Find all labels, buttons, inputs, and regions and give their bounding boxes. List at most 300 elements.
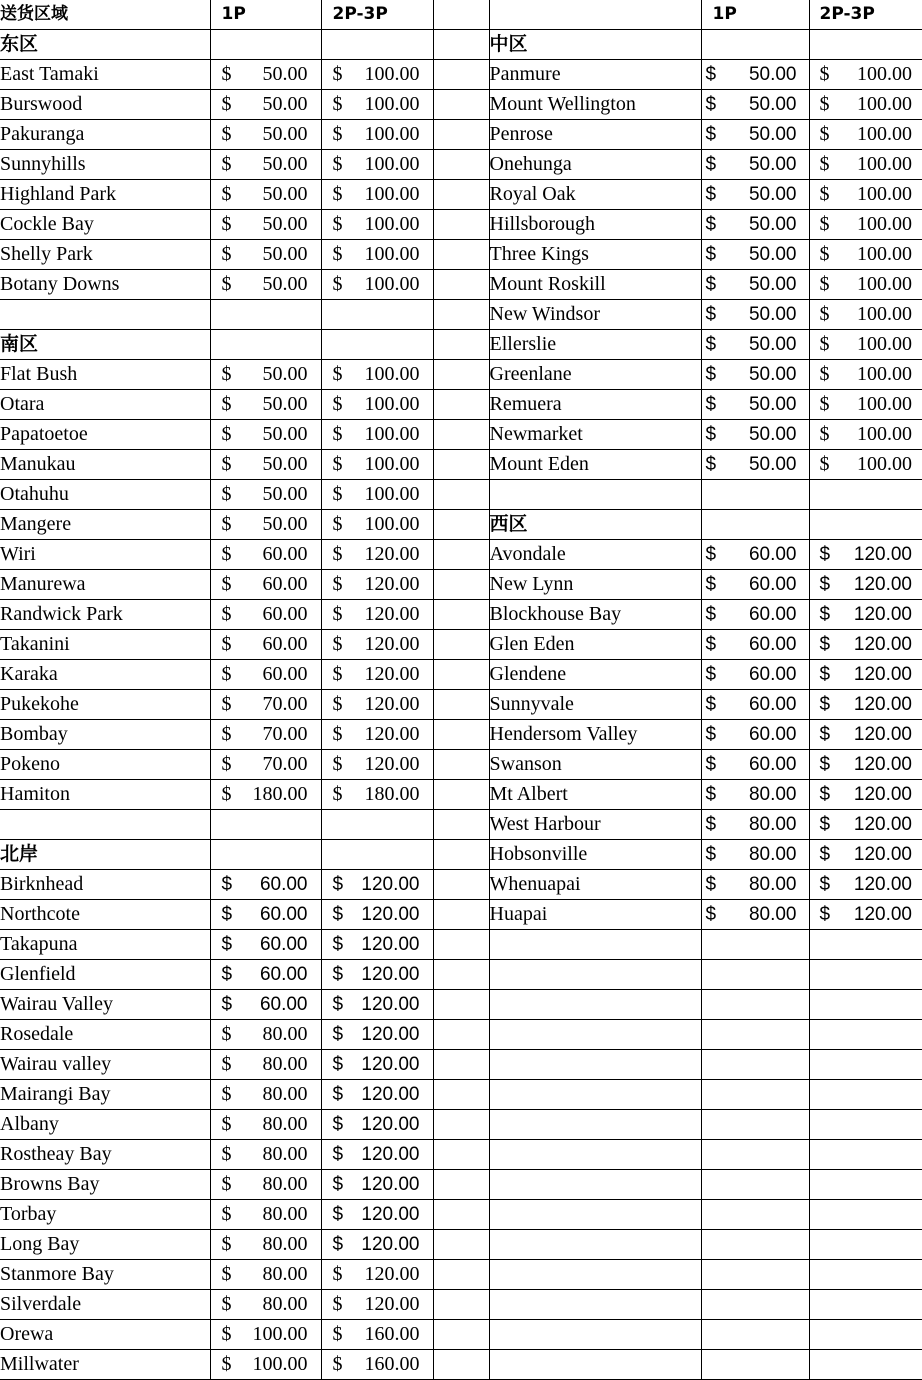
currency-symbol: $ bbox=[819, 544, 831, 565]
price-1p bbox=[701, 150, 809, 180]
price-2p-3p bbox=[321, 210, 433, 240]
currency-symbol: $ bbox=[221, 573, 232, 595]
spacer-cell bbox=[433, 960, 489, 990]
spacer-cell bbox=[433, 450, 489, 480]
currency-symbol: $ bbox=[221, 363, 232, 385]
spacer-cell bbox=[433, 750, 489, 780]
price-1p bbox=[210, 1260, 321, 1290]
price-amount: 100.00 bbox=[857, 303, 912, 325]
empty-cell bbox=[489, 1230, 701, 1260]
empty-cell bbox=[701, 990, 809, 1020]
price-amount: 120.00 bbox=[364, 663, 420, 685]
empty-cell bbox=[701, 480, 809, 510]
suburb-name: Long Bay bbox=[0, 1230, 210, 1260]
price-amount: 60.00 bbox=[748, 724, 797, 745]
price-amount: 70.00 bbox=[262, 693, 308, 715]
empty-cell bbox=[0, 810, 210, 840]
currency-symbol: $ bbox=[332, 1234, 344, 1255]
table-row bbox=[0, 1080, 922, 1110]
price-amount: 50.00 bbox=[262, 453, 308, 475]
price-amount: 120.00 bbox=[361, 1084, 420, 1105]
price-amount: 80.00 bbox=[262, 1203, 308, 1225]
price-2p-3p bbox=[809, 900, 922, 930]
price-amount: 80.00 bbox=[262, 1053, 308, 1075]
currency-symbol: $ bbox=[332, 1263, 343, 1285]
price-amount: 50.00 bbox=[262, 93, 308, 115]
empty-cell bbox=[321, 810, 433, 840]
table-row bbox=[0, 570, 922, 600]
price-amount: 60.00 bbox=[262, 633, 308, 655]
price-amount: 80.00 bbox=[262, 1083, 308, 1105]
price-amount: 50.00 bbox=[748, 244, 797, 265]
price-2p-3p bbox=[809, 660, 922, 690]
suburb-name: Mairangi Bay bbox=[0, 1080, 210, 1110]
price-amount: 120.00 bbox=[853, 604, 912, 625]
empty-cell bbox=[809, 1020, 922, 1050]
empty-cell bbox=[809, 1320, 922, 1350]
price-amount: 120.00 bbox=[361, 1054, 420, 1075]
price-amount: 100.00 bbox=[857, 243, 912, 265]
price-amount: 50.00 bbox=[262, 123, 308, 145]
empty-cell bbox=[489, 1140, 701, 1170]
spacer-cell bbox=[433, 90, 489, 120]
suburb-name: Mount Roskill bbox=[489, 270, 701, 300]
price-amount: 60.00 bbox=[262, 603, 308, 625]
empty-cell bbox=[489, 1170, 701, 1200]
price-amount: 50.00 bbox=[262, 483, 308, 505]
table-row bbox=[0, 540, 922, 570]
price-amount: 100.00 bbox=[857, 363, 912, 385]
price-1p bbox=[210, 210, 321, 240]
currency-symbol: $ bbox=[221, 1323, 232, 1345]
suburb-name: Randwick Park bbox=[0, 600, 210, 630]
price-amount: 120.00 bbox=[364, 753, 420, 775]
price-amount: 60.00 bbox=[748, 634, 797, 655]
currency-symbol: $ bbox=[221, 964, 233, 985]
currency-symbol: $ bbox=[221, 874, 233, 895]
currency-symbol: $ bbox=[221, 753, 232, 775]
price-amount: 50.00 bbox=[262, 153, 308, 175]
table-row bbox=[0, 930, 922, 960]
currency-symbol: $ bbox=[819, 153, 830, 175]
table-row bbox=[0, 1050, 922, 1080]
price-1p bbox=[701, 630, 809, 660]
price-amount: 160.00 bbox=[364, 1323, 420, 1345]
suburb-name: Swanson bbox=[489, 750, 701, 780]
price-1p bbox=[701, 720, 809, 750]
price-1p bbox=[701, 600, 809, 630]
price-amount: 100.00 bbox=[364, 423, 420, 445]
suburb-name: Rosedale bbox=[0, 1020, 210, 1050]
price-amount: 180.00 bbox=[364, 783, 420, 805]
suburb-name: Sunnyhills bbox=[0, 150, 210, 180]
price-2p-3p bbox=[321, 240, 433, 270]
price-1p bbox=[210, 420, 321, 450]
spacer-cell bbox=[433, 780, 489, 810]
price-amount: 80.00 bbox=[748, 814, 797, 835]
price-amount: 100.00 bbox=[364, 453, 420, 475]
empty-cell bbox=[489, 1080, 701, 1110]
empty-cell bbox=[489, 1110, 701, 1140]
price-amount: 80.00 bbox=[262, 1173, 308, 1195]
price-2p-3p bbox=[809, 780, 922, 810]
price-2p-3p bbox=[809, 150, 922, 180]
spacer-cell bbox=[433, 150, 489, 180]
suburb-name: Shelly Park bbox=[0, 240, 210, 270]
price-amount: 120.00 bbox=[853, 844, 912, 865]
table-row bbox=[0, 660, 922, 690]
currency-symbol: $ bbox=[221, 1173, 232, 1195]
price-1p bbox=[701, 300, 809, 330]
price-1p bbox=[210, 1200, 321, 1230]
price-1p bbox=[210, 540, 321, 570]
price-2p-3p bbox=[321, 420, 433, 450]
price-1p bbox=[210, 180, 321, 210]
currency-symbol: $ bbox=[221, 63, 232, 85]
currency-symbol: $ bbox=[332, 243, 343, 265]
table-row bbox=[0, 60, 922, 90]
currency-symbol: $ bbox=[332, 723, 343, 745]
empty-cell bbox=[701, 1110, 809, 1140]
price-1p bbox=[210, 450, 321, 480]
spacer-cell bbox=[433, 120, 489, 150]
price-2p-3p bbox=[321, 1170, 433, 1200]
spacer-cell bbox=[433, 570, 489, 600]
spacer-cell bbox=[433, 1350, 489, 1380]
col-header-1p: 1P bbox=[210, 0, 321, 30]
suburb-name: Mount Eden bbox=[489, 450, 701, 480]
price-amount: 120.00 bbox=[853, 574, 912, 595]
price-1p bbox=[701, 180, 809, 210]
right-col-header-2p-3p: 2P-3P bbox=[809, 0, 922, 30]
spacer-cell bbox=[433, 1200, 489, 1230]
table-row bbox=[0, 630, 922, 660]
price-1p bbox=[210, 600, 321, 630]
currency-symbol: $ bbox=[819, 724, 831, 745]
suburb-name: Stanmore Bay bbox=[0, 1260, 210, 1290]
spacer-cell bbox=[433, 1320, 489, 1350]
price-1p bbox=[210, 990, 321, 1020]
empty-cell bbox=[701, 1170, 809, 1200]
price-amount: 60.00 bbox=[259, 994, 308, 1015]
currency-symbol: $ bbox=[221, 153, 232, 175]
table-row bbox=[0, 90, 922, 120]
currency-symbol: $ bbox=[705, 754, 717, 775]
currency-symbol: $ bbox=[221, 1053, 232, 1075]
empty-cell bbox=[701, 1290, 809, 1320]
suburb-name: Millwater bbox=[0, 1350, 210, 1380]
suburb-name: Glen Eden bbox=[489, 630, 701, 660]
empty-cell bbox=[809, 1350, 922, 1380]
price-amount: 50.00 bbox=[262, 363, 308, 385]
price-2p-3p bbox=[809, 450, 922, 480]
price-amount: 70.00 bbox=[262, 723, 308, 745]
suburb-name: Newmarket bbox=[489, 420, 701, 450]
price-1p bbox=[210, 870, 321, 900]
price-amount: 120.00 bbox=[361, 994, 420, 1015]
suburb-name: Browns Bay bbox=[0, 1170, 210, 1200]
price-2p-3p bbox=[321, 1200, 433, 1230]
currency-symbol: $ bbox=[332, 1293, 343, 1315]
price-1p bbox=[210, 1020, 321, 1050]
currency-symbol: $ bbox=[819, 604, 831, 625]
empty-cell bbox=[321, 330, 433, 360]
price-amount: 80.00 bbox=[748, 844, 797, 865]
spacer-cell bbox=[433, 180, 489, 210]
empty-cell bbox=[809, 30, 922, 60]
empty-cell bbox=[809, 1290, 922, 1320]
price-amount: 50.00 bbox=[262, 513, 308, 535]
suburb-name: Rostheay Bay bbox=[0, 1140, 210, 1170]
price-1p bbox=[210, 1230, 321, 1260]
price-2p-3p bbox=[809, 240, 922, 270]
empty-cell bbox=[489, 1290, 701, 1320]
price-2p-3p bbox=[321, 390, 433, 420]
currency-symbol: $ bbox=[705, 874, 717, 895]
currency-symbol: $ bbox=[819, 63, 830, 85]
spacer-cell bbox=[433, 210, 489, 240]
spacer-cell bbox=[433, 660, 489, 690]
price-1p bbox=[210, 1110, 321, 1140]
table-row bbox=[0, 300, 922, 330]
price-1p bbox=[210, 960, 321, 990]
price-2p-3p bbox=[321, 720, 433, 750]
empty-cell bbox=[809, 990, 922, 1020]
price-amount: 50.00 bbox=[748, 184, 797, 205]
suburb-name: Albany bbox=[0, 1110, 210, 1140]
suburb-name: Takanini bbox=[0, 630, 210, 660]
currency-symbol: $ bbox=[332, 663, 343, 685]
price-amount: 80.00 bbox=[748, 904, 797, 925]
price-amount: 120.00 bbox=[364, 543, 420, 565]
table-row bbox=[0, 870, 922, 900]
suburb-name: Glendene bbox=[489, 660, 701, 690]
price-amount: 120.00 bbox=[361, 874, 420, 895]
price-amount: 50.00 bbox=[262, 243, 308, 265]
currency-symbol: $ bbox=[705, 784, 717, 805]
empty-cell bbox=[701, 1080, 809, 1110]
price-2p-3p bbox=[809, 630, 922, 660]
currency-symbol: $ bbox=[819, 874, 831, 895]
suburb-name: Pakuranga bbox=[0, 120, 210, 150]
empty-cell bbox=[809, 1080, 922, 1110]
suburb-name: Highland Park bbox=[0, 180, 210, 210]
suburb-name: Silverdale bbox=[0, 1290, 210, 1320]
price-2p-3p bbox=[809, 720, 922, 750]
suburb-name: New Windsor bbox=[489, 300, 701, 330]
table-row bbox=[0, 1350, 922, 1380]
price-1p bbox=[701, 900, 809, 930]
price-2p-3p bbox=[809, 600, 922, 630]
currency-symbol: $ bbox=[332, 1024, 344, 1045]
price-1p bbox=[701, 210, 809, 240]
suburb-name: Whenuapai bbox=[489, 870, 701, 900]
price-amount: 60.00 bbox=[748, 544, 797, 565]
table-row bbox=[0, 1320, 922, 1350]
currency-symbol: $ bbox=[221, 1023, 232, 1045]
price-2p-3p bbox=[321, 780, 433, 810]
currency-symbol: $ bbox=[819, 453, 830, 475]
suburb-name: Takapuna bbox=[0, 930, 210, 960]
empty-cell bbox=[701, 930, 809, 960]
currency-symbol: $ bbox=[332, 1114, 344, 1135]
section-header: 南区 bbox=[0, 330, 210, 360]
currency-symbol: $ bbox=[332, 633, 343, 655]
price-amount: 60.00 bbox=[259, 904, 308, 925]
price-1p bbox=[210, 510, 321, 540]
currency-symbol: $ bbox=[819, 904, 831, 925]
price-2p-3p bbox=[321, 870, 433, 900]
suburb-name: Otahuhu bbox=[0, 480, 210, 510]
currency-symbol: $ bbox=[221, 243, 232, 265]
price-amount: 100.00 bbox=[364, 213, 420, 235]
spacer-cell bbox=[433, 1170, 489, 1200]
currency-symbol: $ bbox=[221, 123, 232, 145]
price-amount: 60.00 bbox=[748, 664, 797, 685]
price-amount: 100.00 bbox=[857, 453, 912, 475]
empty-cell bbox=[701, 1260, 809, 1290]
price-2p-3p bbox=[321, 90, 433, 120]
empty-cell bbox=[809, 1260, 922, 1290]
price-amount: 60.00 bbox=[262, 663, 308, 685]
empty-cell bbox=[489, 1350, 701, 1380]
price-1p bbox=[210, 660, 321, 690]
suburb-name: Penrose bbox=[489, 120, 701, 150]
currency-symbol: $ bbox=[332, 1144, 344, 1165]
price-2p-3p bbox=[809, 810, 922, 840]
price-amount: 100.00 bbox=[364, 483, 420, 505]
table-row bbox=[0, 1020, 922, 1050]
price-amount: 100.00 bbox=[857, 153, 912, 175]
spacer-cell bbox=[433, 330, 489, 360]
spacer-cell bbox=[433, 870, 489, 900]
currency-symbol: $ bbox=[221, 603, 232, 625]
table-row bbox=[0, 600, 922, 630]
spacer-cell bbox=[433, 540, 489, 570]
currency-symbol: $ bbox=[332, 1323, 343, 1345]
price-amount: 50.00 bbox=[748, 94, 797, 115]
price-amount: 100.00 bbox=[364, 153, 420, 175]
currency-symbol: $ bbox=[332, 904, 344, 925]
suburb-name: Karaka bbox=[0, 660, 210, 690]
price-2p-3p bbox=[809, 300, 922, 330]
price-2p-3p bbox=[809, 690, 922, 720]
price-1p bbox=[210, 360, 321, 390]
price-1p bbox=[210, 630, 321, 660]
price-amount: 60.00 bbox=[748, 694, 797, 715]
spacer-cell bbox=[433, 810, 489, 840]
spacer-cell bbox=[433, 360, 489, 390]
currency-symbol: $ bbox=[221, 453, 232, 475]
price-amount: 50.00 bbox=[748, 334, 797, 355]
currency-symbol: $ bbox=[705, 454, 717, 475]
empty-cell bbox=[210, 810, 321, 840]
empty-cell bbox=[809, 930, 922, 960]
currency-symbol: $ bbox=[221, 1293, 232, 1315]
currency-symbol: $ bbox=[332, 363, 343, 385]
suburb-name: Wiri bbox=[0, 540, 210, 570]
empty-cell bbox=[809, 1050, 922, 1080]
price-amount: 60.00 bbox=[262, 543, 308, 565]
price-amount: 120.00 bbox=[853, 904, 912, 925]
currency-symbol: $ bbox=[221, 273, 232, 295]
table-row bbox=[0, 1260, 922, 1290]
price-amount: 60.00 bbox=[262, 573, 308, 595]
price-amount: 50.00 bbox=[262, 183, 308, 205]
spacer-cell bbox=[433, 420, 489, 450]
price-2p-3p bbox=[321, 1110, 433, 1140]
price-2p-3p bbox=[809, 120, 922, 150]
empty-cell bbox=[701, 510, 809, 540]
price-1p bbox=[701, 660, 809, 690]
price-1p bbox=[210, 690, 321, 720]
spacer-cell bbox=[433, 1080, 489, 1110]
spacer-cell bbox=[433, 0, 489, 30]
currency-symbol: $ bbox=[819, 423, 830, 445]
currency-symbol: $ bbox=[332, 783, 343, 805]
price-amount: 120.00 bbox=[364, 1293, 420, 1315]
section-header: 北岸 bbox=[0, 840, 210, 870]
empty-cell bbox=[701, 960, 809, 990]
empty-cell bbox=[489, 990, 701, 1020]
currency-symbol: $ bbox=[332, 123, 343, 145]
price-1p bbox=[210, 1170, 321, 1200]
spacer-cell bbox=[433, 390, 489, 420]
price-amount: 50.00 bbox=[748, 454, 797, 475]
price-amount: 50.00 bbox=[262, 393, 308, 415]
price-1p bbox=[701, 750, 809, 780]
currency-symbol: $ bbox=[819, 303, 830, 325]
currency-symbol: $ bbox=[332, 1084, 344, 1105]
currency-symbol: $ bbox=[332, 213, 343, 235]
empty-cell bbox=[489, 960, 701, 990]
table-row bbox=[0, 330, 922, 360]
currency-symbol: $ bbox=[705, 574, 717, 595]
price-2p-3p bbox=[809, 420, 922, 450]
price-amount: 120.00 bbox=[361, 1024, 420, 1045]
price-amount: 50.00 bbox=[748, 154, 797, 175]
suburb-name: Ellerslie bbox=[489, 330, 701, 360]
spacer-cell bbox=[433, 690, 489, 720]
price-2p-3p bbox=[321, 690, 433, 720]
spacer-cell bbox=[433, 1110, 489, 1140]
price-1p bbox=[210, 480, 321, 510]
price-1p bbox=[701, 360, 809, 390]
price-1p bbox=[701, 840, 809, 870]
price-amount: 50.00 bbox=[748, 274, 797, 295]
currency-symbol: $ bbox=[705, 274, 717, 295]
price-amount: 120.00 bbox=[364, 633, 420, 655]
price-2p-3p bbox=[321, 1140, 433, 1170]
currency-symbol: $ bbox=[705, 364, 717, 385]
currency-symbol: $ bbox=[705, 214, 717, 235]
section-header: 中区 bbox=[489, 30, 701, 60]
currency-symbol: $ bbox=[332, 183, 343, 205]
currency-symbol: $ bbox=[221, 513, 232, 535]
table-row bbox=[0, 180, 922, 210]
price-amount: 50.00 bbox=[748, 424, 797, 445]
table-row bbox=[0, 1290, 922, 1320]
currency-symbol: $ bbox=[332, 453, 343, 475]
currency-symbol: $ bbox=[332, 93, 343, 115]
currency-symbol: $ bbox=[221, 633, 232, 655]
currency-symbol: $ bbox=[705, 304, 717, 325]
price-amount: 60.00 bbox=[259, 874, 308, 895]
currency-symbol: $ bbox=[705, 904, 717, 925]
empty-cell bbox=[489, 1200, 701, 1230]
empty-cell bbox=[489, 930, 701, 960]
suburb-name: Mt Albert bbox=[489, 780, 701, 810]
